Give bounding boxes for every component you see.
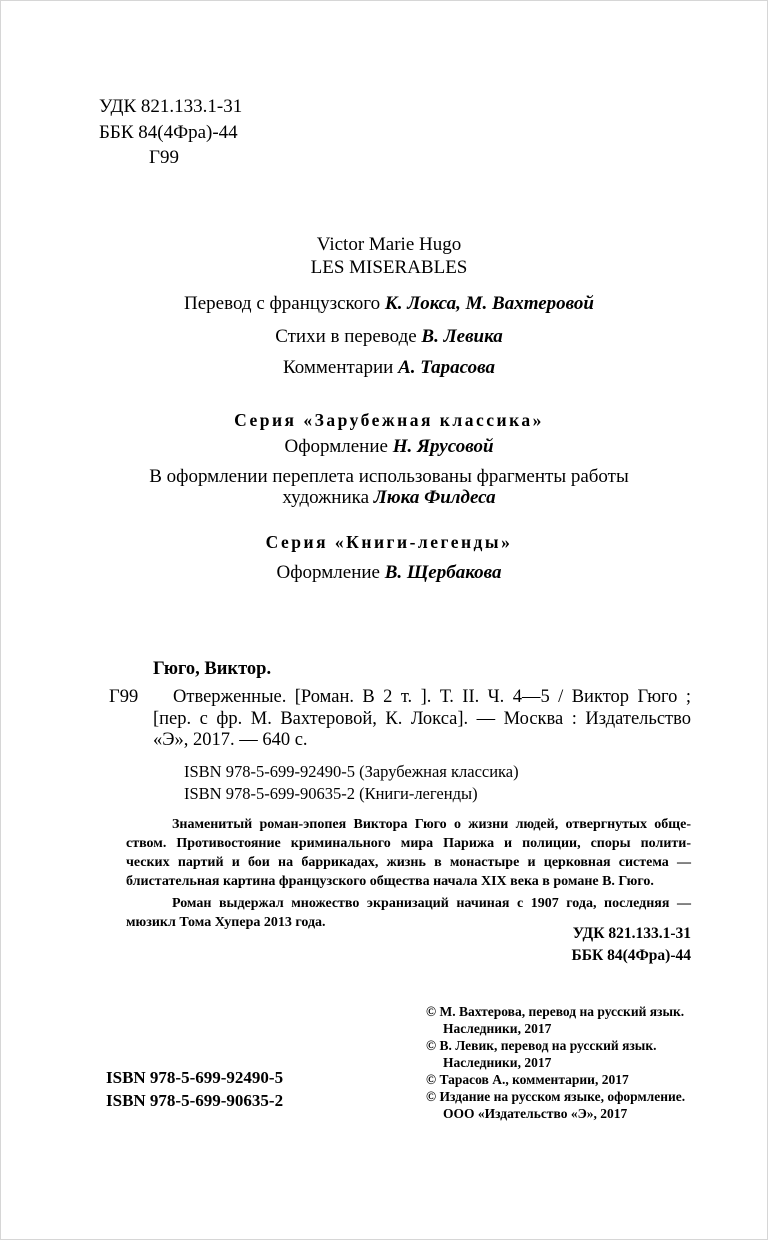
series-classic-design-name: Н. Ярусовой <box>392 436 494 457</box>
verse-translation-credit <box>89 326 689 348</box>
isbn-bottom-2: ISBN 978-5-699-90635-2 <box>106 1090 284 1110</box>
copyright-line-translator2: © В. Левик, перевод на русский язык. <box>426 1038 657 1053</box>
series-classic-design-prefix: Оформление <box>284 436 393 457</box>
series-legend-design-credit <box>89 562 689 584</box>
series-classic-title: Серия «Зарубежная классика» <box>234 410 544 430</box>
book-title-latin: LES MISERABLES <box>310 257 468 278</box>
commentary-credit-name: А. Тарасова <box>398 357 495 378</box>
translation-credit <box>89 293 689 315</box>
series-legend-design-name: В. Щербакова <box>384 562 502 583</box>
author-sign-code: Г99 <box>149 147 179 168</box>
copyright-line-edition: © Издание на русском языке, оформление. <box>426 1089 686 1104</box>
bbk-code-bottom: ББК 84(4Фра)-44 <box>571 947 691 964</box>
book-author-latin: Victor Marie Hugo <box>316 234 462 255</box>
cover-artist-name: Люка Филдеса <box>373 487 496 508</box>
verse-translation-name: В. Левика <box>421 326 503 347</box>
cover-note-line2 <box>89 487 689 509</box>
cover-note-line1: В оформлении переплета использованы фрагменты работы <box>149 466 629 487</box>
isbn-series-block <box>184 761 519 805</box>
udk-code-bottom: УДК 821.133.1-31 <box>572 925 691 942</box>
cover-note-line2-prefix: художника <box>282 487 374 508</box>
annotation-line2: ством. Противостояние криминального мира Парижа и полиции, споры полити- <box>126 836 691 851</box>
verse-translation-prefix: Стихи в переводе <box>275 326 422 347</box>
catalog-author-sign: Г99 <box>109 687 139 707</box>
commentary-credit-prefix: Комментарии <box>283 357 399 378</box>
bottom-bibliographic-codes <box>441 923 691 967</box>
udk-code: УДК 821.133.1-31 <box>99 96 243 117</box>
annotation-line1: Знаменитый роман-эпопея Виктора Гюго о жизни людей, отвергнутых обще- <box>172 817 691 832</box>
copyright-block <box>426 1003 716 1122</box>
bbk-code: ББК 84(4Фра)-44 <box>99 121 238 143</box>
copyright-line-commentary: © Тарасов А., комментарии, 2017 <box>426 1072 629 1087</box>
translation-credit-prefix: Перевод с французского <box>184 293 385 314</box>
catalog-entry <box>153 687 691 752</box>
series-legend-title: Серия «Книги-легенды» <box>265 532 513 552</box>
translation-credit-names: К. Локса, М. Вахтеровой <box>384 293 594 314</box>
annotation-line4: блистательная картина французского общества начала XIX века в романе В. Гюго. <box>126 874 654 889</box>
series-legend-design-prefix: Оформление <box>276 562 385 583</box>
bottom-isbn-block <box>106 1067 283 1112</box>
isbn-legend: ISBN 978-5-699-90635-2 (Книги-легенды) <box>184 784 478 803</box>
annotation-line5: Роман выдержал множество экранизаций начиная с 1907 года, последняя — <box>172 896 691 911</box>
isbn-classic: ISBN 978-5-699-92490-5 (Зарубежная классика) <box>184 762 519 781</box>
annotation-line3: ческих партий и бои на баррикадах, жизнь в монастыре и церковная система — <box>126 855 691 870</box>
catalog-author: Гюго, Виктор. <box>153 659 272 679</box>
annotation <box>126 815 691 932</box>
copyright-line-translator1: © М. Вахтерова, перевод на русский язык. <box>426 1004 685 1019</box>
top-bibliographic-codes <box>99 94 242 171</box>
copyright-line-publisher: ООО «Издательство «Э», 2017 <box>443 1106 628 1121</box>
catalog-entry-line1: Отверженные. [Роман. В 2 т. ]. Т. II. Ч. 4—5 / Виктор Гюго ; <box>173 687 691 707</box>
isbn-bottom-1: ISBN 978-5-699-92490-5 <box>106 1068 284 1087</box>
copyright-line-translator1-cont: Наследники, 2017 <box>443 1021 552 1036</box>
series-classic-design-credit <box>89 436 689 458</box>
copyright-line-translator2-cont: Наследники, 2017 <box>443 1055 552 1070</box>
catalog-entry-line2: [пер. с фр. М. Вахтеровой, К. Локса]. — Москва : Издательство <box>153 708 691 729</box>
catalog-entry-line3: «Э», 2017. — 640 с. <box>153 730 308 750</box>
commentary-credit <box>89 357 689 379</box>
annotation-line6: мюзикл Тома Хупера 2013 года. <box>126 915 326 930</box>
